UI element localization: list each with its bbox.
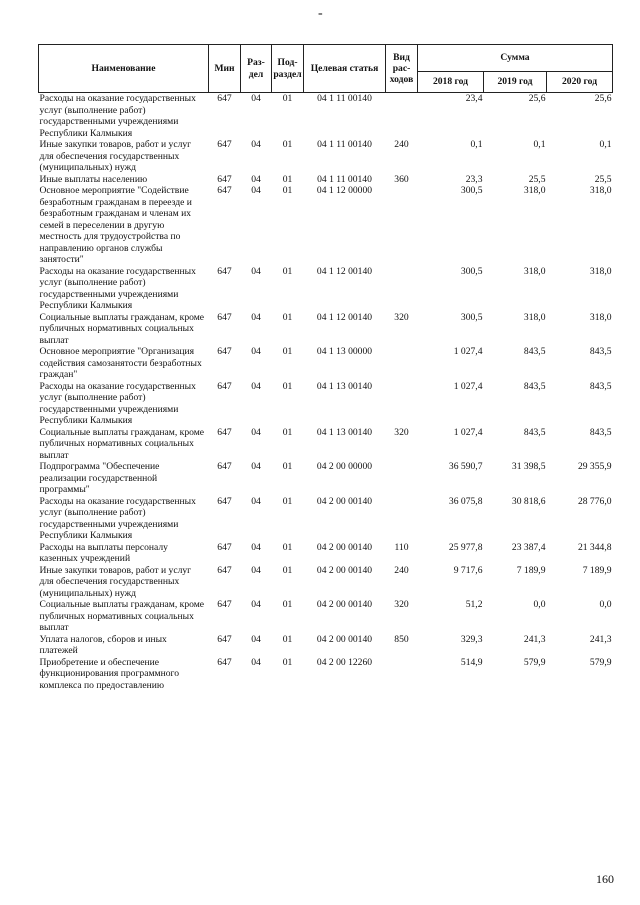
cell-celevaya: 04 1 13 00140 — [316, 380, 373, 392]
cell-vid: 240 — [394, 564, 409, 576]
cell-name: Уплата налогов, сборов и иных платежей — [39, 633, 167, 656]
cell-min: 647 — [217, 139, 232, 150]
cell-2020: 843,5 — [589, 346, 612, 357]
cell-celevaya: 04 2 00 00140 — [316, 564, 373, 576]
cell-2018: 300,5 — [460, 311, 483, 323]
cell-min: 647 — [217, 564, 232, 576]
cell-2018: 23,3 — [465, 173, 483, 185]
cell-podrazdel: 01 — [282, 346, 293, 357]
cell-name: Расходы на выплаты персоналу казенных учреждений — [39, 541, 168, 564]
cell-razdel: 04 — [251, 426, 261, 438]
cell-podrazdel: 01 — [282, 311, 293, 323]
cell-2018: 25 977,8 — [448, 541, 483, 553]
cell-name: Социальные выплаты гражданам, кроме публичных нормативных социальных выплат — [39, 311, 205, 346]
cell-name: Расходы на оказание государственных услуг (выполнение работ) государственными учреждениями Республики Калмыкия — [39, 380, 196, 426]
cell-vid: 240 — [394, 139, 409, 150]
table-body — [39, 93, 613, 692]
col-header-2018: 2018 год — [418, 72, 484, 93]
cell-name: Социальные выплаты гражданам, кроме публичных нормативных социальных выплат — [39, 426, 205, 461]
cell-celevaya: 04 1 13 00000 — [316, 346, 373, 357]
cell-min: 647 — [217, 311, 232, 323]
cell-name: Подпрограмма "Обеспечение реализации государственной программы" — [39, 461, 160, 495]
cell-razdel: 04 — [251, 380, 261, 392]
cell-celevaya: 04 2 00 00140 — [316, 599, 373, 610]
cell-name: Социальные выплаты гражданам, кроме публичных нормативных социальных выплат — [39, 599, 205, 633]
cell-razdel: 04 — [251, 461, 261, 472]
cell-celevaya: 04 1 11 00140 — [317, 173, 372, 185]
cell-2019: 318,0 — [523, 265, 546, 277]
cell-vid — [386, 346, 418, 381]
cell-2020: 29 355,9 — [577, 461, 612, 472]
cell-celevaya: 04 2 00 00140 — [316, 495, 373, 507]
cell-vid — [386, 381, 418, 427]
cell-2020: 579,9 — [589, 656, 612, 668]
table-row — [39, 565, 613, 600]
table-row — [39, 461, 613, 496]
table-row — [39, 266, 613, 312]
cell-min: 647 — [217, 346, 232, 357]
top-mark: - — [318, 6, 323, 21]
cell-2019: 843,5 — [523, 380, 546, 392]
cell-min: 647 — [217, 380, 232, 392]
cell-name: Иные закупки товаров, работ и услуг для обеспечения государственных (муниципальных) нужд — [39, 564, 192, 599]
col-header-podrazdel: Под-раздел — [272, 45, 304, 93]
cell-2019: 25,5 — [528, 173, 546, 185]
cell-podrazdel: 01 — [282, 93, 293, 104]
cell-2020: 21 344,8 — [577, 541, 612, 553]
cell-name: Иные выплаты населению — [39, 173, 148, 185]
cell-2019: 843,5 — [523, 426, 546, 438]
cell-2018: 514,9 — [460, 656, 483, 668]
table-row — [39, 542, 613, 565]
cell-2019: 579,9 — [523, 656, 546, 668]
cell-vid: 320 — [394, 599, 409, 610]
cell-min: 647 — [217, 185, 232, 196]
cell-2018: 23,4 — [465, 93, 483, 104]
cell-2018: 300,5 — [460, 185, 483, 196]
cell-vid: 320 — [394, 426, 409, 438]
cell-2018: 36 075,8 — [448, 495, 483, 507]
cell-podrazdel: 01 — [282, 380, 293, 392]
cell-2018: 300,5 — [460, 265, 483, 277]
table-row — [39, 185, 613, 266]
cell-2019: 23 387,4 — [511, 541, 546, 553]
cell-razdel: 04 — [251, 564, 261, 576]
cell-vid — [386, 266, 418, 312]
cell-min: 647 — [217, 633, 232, 645]
table-row — [39, 174, 613, 186]
cell-min: 647 — [217, 495, 232, 507]
cell-podrazdel: 01 — [282, 139, 293, 150]
cell-razdel: 04 — [251, 173, 261, 185]
table-row — [39, 427, 613, 462]
cell-2020: 0,1 — [599, 139, 612, 150]
cell-podrazdel: 01 — [282, 633, 293, 645]
cell-2018: 51,2 — [465, 599, 483, 610]
cell-name: Основное мероприятие "Содействие безработным гражданам в переезде и безработным гражданам и членам их семей в переселении в другую местность для трудоустройства по направлению органов службы занятости" — [39, 185, 192, 265]
table-row — [39, 496, 613, 542]
col-header-summa: Сумма — [418, 45, 613, 72]
cell-2019: 7 189,9 — [516, 564, 546, 576]
cell-razdel: 04 — [251, 656, 261, 668]
cell-2020: 843,5 — [589, 380, 612, 392]
cell-2019: 31 398,5 — [511, 461, 546, 472]
cell-razdel: 04 — [251, 346, 261, 357]
table-row — [39, 634, 613, 657]
cell-celevaya: 04 2 00 00140 — [316, 541, 373, 553]
cell-razdel: 04 — [251, 139, 261, 150]
cell-vid — [386, 496, 418, 542]
col-header-vid: Вид рас-ходов — [386, 45, 418, 93]
table-row — [39, 139, 613, 174]
cell-2020: 318,0 — [589, 185, 612, 196]
cell-razdel: 04 — [251, 185, 261, 196]
cell-2019: 318,0 — [523, 185, 546, 196]
cell-podrazdel: 01 — [282, 599, 293, 610]
cell-celevaya: 04 1 12 00140 — [316, 265, 373, 277]
cell-2020: 28 776,0 — [577, 495, 612, 507]
cell-2020: 318,0 — [589, 311, 612, 323]
cell-podrazdel: 01 — [282, 265, 293, 277]
cell-celevaya: 04 2 00 00000 — [316, 461, 373, 472]
cell-min: 647 — [217, 426, 232, 438]
cell-razdel: 04 — [251, 311, 261, 323]
cell-name: Расходы на оказание государственных услуг (выполнение работ) государственными учреждениями Республики Калмыкия — [39, 495, 196, 541]
cell-2018: 1 027,4 — [453, 426, 483, 438]
cell-2018: 1 027,4 — [453, 346, 483, 357]
cell-celevaya: 04 1 12 00000 — [316, 185, 373, 196]
cell-name: Основное мероприятие "Организация содействия самозанятости безработных граждан" — [39, 346, 202, 380]
cell-2018: 329,3 — [460, 633, 483, 645]
cell-2019: 0,0 — [533, 599, 546, 610]
table-row — [39, 599, 613, 634]
cell-2019: 241,3 — [523, 633, 546, 645]
cell-celevaya: 04 1 11 00140 — [317, 93, 372, 104]
cell-vid: 850 — [394, 633, 409, 645]
col-header-2019: 2019 год — [484, 72, 547, 93]
cell-celevaya: 04 1 13 00140 — [316, 426, 373, 438]
cell-celevaya: 04 1 12 00140 — [316, 311, 373, 323]
cell-2019: 843,5 — [523, 346, 546, 357]
cell-min: 647 — [217, 173, 232, 185]
cell-podrazdel: 01 — [282, 564, 293, 576]
col-header-name: Наименование — [39, 45, 209, 93]
cell-podrazdel: 01 — [282, 173, 293, 185]
cell-2020: 25,5 — [594, 173, 612, 185]
cell-2019: 0,1 — [533, 139, 546, 150]
cell-podrazdel: 01 — [282, 656, 293, 668]
col-header-celevaya: Целевая статья — [304, 45, 386, 93]
cell-min: 647 — [217, 265, 232, 277]
cell-2020: 0,0 — [599, 599, 612, 610]
cell-vid: 360 — [394, 173, 409, 185]
cell-celevaya: 04 1 11 00140 — [317, 139, 372, 150]
cell-podrazdel: 01 — [282, 461, 293, 472]
cell-2020: 7 189,9 — [582, 564, 612, 576]
cell-min: 647 — [217, 599, 232, 610]
cell-2018: 1 027,4 — [453, 380, 483, 392]
table-header — [39, 45, 613, 93]
cell-vid: 110 — [394, 541, 409, 553]
cell-razdel: 04 — [251, 633, 261, 645]
cell-2020: 318,0 — [589, 265, 612, 277]
col-header-2020: 2020 год — [547, 72, 613, 93]
cell-celevaya: 04 2 00 00140 — [316, 633, 373, 645]
table-row — [39, 657, 613, 692]
cell-2020: 241,3 — [589, 633, 612, 645]
cell-min: 647 — [217, 461, 232, 472]
table-row — [39, 93, 613, 140]
cell-2018: 9 717,6 — [453, 564, 483, 576]
cell-name: Иные закупки товаров, работ и услуг для обеспечения государственных (муниципальных) нужд — [39, 139, 192, 173]
cell-2019: 25,6 — [528, 93, 546, 104]
cell-celevaya: 04 2 00 12260 — [316, 656, 373, 668]
cell-podrazdel: 01 — [282, 541, 293, 553]
cell-min: 647 — [217, 541, 232, 553]
col-header-min: Мин — [209, 45, 241, 93]
cell-razdel: 04 — [251, 599, 261, 610]
page-number: 160 — [596, 872, 614, 886]
cell-2019: 318,0 — [523, 311, 546, 323]
cell-2019: 30 818,6 — [511, 495, 546, 507]
cell-name: Расходы на оказание государственных услуг (выполнение работ) государственными учреждениями Республики Калмыкия — [39, 93, 196, 139]
cell-razdel: 04 — [251, 541, 261, 553]
cell-name: Расходы на оказание государственных услуг (выполнение работ) государственными учреждениями Республики Калмыкия — [39, 265, 196, 311]
cell-razdel: 04 — [251, 93, 261, 104]
cell-podrazdel: 01 — [282, 426, 293, 438]
cell-2020: 25,6 — [594, 93, 612, 104]
cell-vid: 320 — [394, 311, 409, 323]
cell-vid — [386, 657, 418, 692]
cell-vid — [386, 185, 418, 266]
cell-min: 647 — [217, 93, 232, 104]
cell-podrazdel: 01 — [282, 185, 293, 196]
table-row — [39, 381, 613, 427]
cell-2018: 36 590,7 — [448, 461, 483, 472]
table-row — [39, 312, 613, 347]
cell-min: 647 — [217, 656, 232, 668]
cell-name: Приобретение и обеспечение функционирования программного комплекса по предоставлению — [39, 656, 180, 691]
budget-table — [38, 44, 613, 691]
cell-razdel: 04 — [251, 265, 261, 277]
cell-vid — [386, 93, 418, 140]
cell-vid — [386, 461, 418, 496]
cell-2018: 0,1 — [470, 139, 483, 150]
table-row — [39, 346, 613, 381]
col-header-razdel: Раз-дел — [241, 45, 272, 93]
cell-2020: 843,5 — [589, 426, 612, 438]
cell-razdel: 04 — [251, 495, 261, 507]
cell-podrazdel: 01 — [282, 495, 293, 507]
